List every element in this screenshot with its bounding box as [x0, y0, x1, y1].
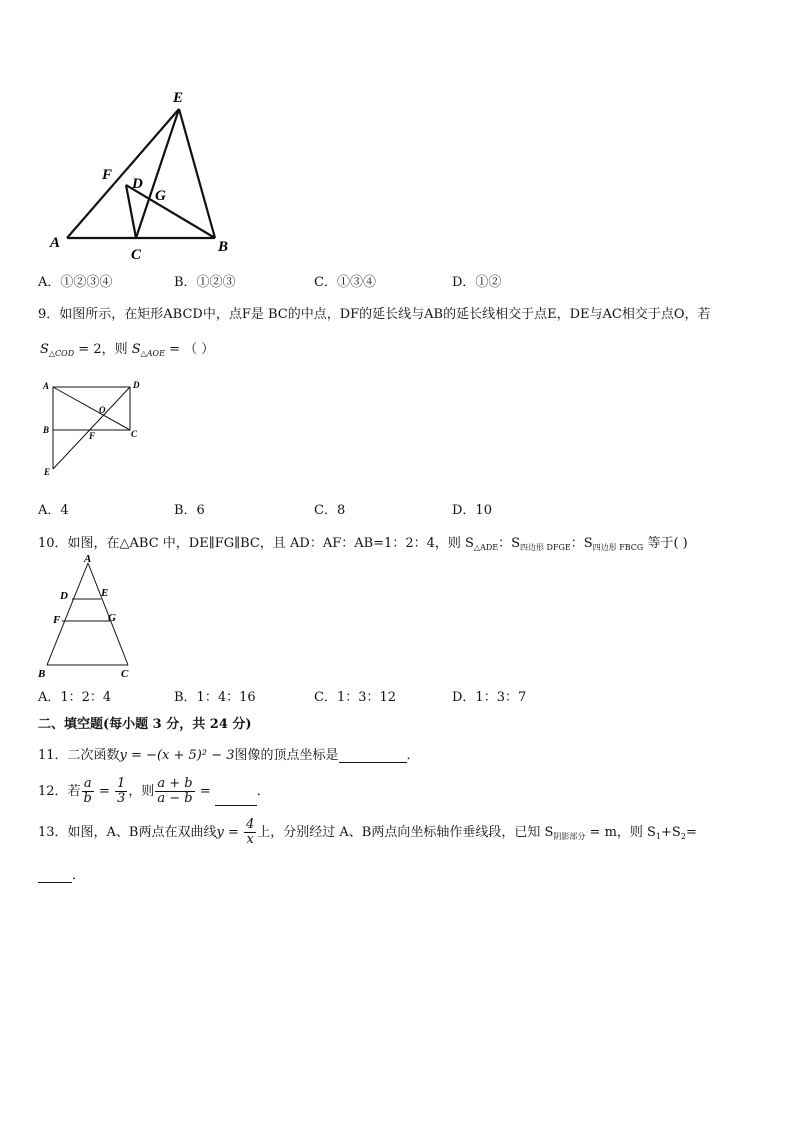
q9-option-a: A．4	[38, 503, 69, 518]
q12-answer-blank[interactable]	[215, 791, 257, 806]
q13-text: 13．如图，A、B两点在双曲线y = $\frac{4}{x}$ 上，分别经过 A、B两点向坐标轴作垂线段，已知 $S_{阴影部分} = m$，则 $S_1+S_2=$	[38, 817, 697, 847]
q13-answer-blank[interactable]	[38, 868, 72, 883]
fraction-4-over-x: $\frac{4}{x}$	[246, 817, 255, 847]
label-B: B	[38, 668, 46, 680]
fraction-sum-over-difference: $\frac{a + b}{a - b}$	[157, 776, 193, 806]
q10-option-d: D．1：3：7	[452, 690, 527, 705]
q8-option-b: B．①②③	[174, 275, 236, 290]
label-A: A	[43, 381, 50, 391]
q10-option-b: B．1：4：16	[174, 690, 256, 705]
label-C: C	[121, 668, 129, 680]
q11-answer-blank[interactable]	[339, 748, 407, 763]
section-heading: 二、填空题(每小题 3 分，共 24 分)	[38, 717, 252, 732]
label-G: G	[155, 188, 166, 204]
label-E: E	[101, 587, 109, 599]
q8-option-d: D．①②	[452, 275, 502, 290]
label-E: E	[173, 90, 184, 106]
label-F: F	[89, 431, 96, 441]
q9-option-b: B．6	[174, 503, 205, 518]
label-D: D	[132, 176, 143, 192]
q8-option-a: A．①②③④	[38, 275, 113, 290]
segment-FC	[126, 185, 136, 238]
segment-DE	[53, 387, 130, 469]
fraction-1-over-3: $\frac{1}{3}$	[117, 776, 126, 806]
label-F: F	[53, 614, 61, 626]
q10-text: 10．如图，在△ABC 中，DE∥FG∥BC，且 AD：AF：AB=1：2：4，则 $S_{\triangle ADE}$：$S_{四边形 DFGE}$：$S_{四边形 FBCG}$ 等于( )	[38, 536, 688, 552]
label-D: D	[133, 380, 140, 390]
label-C: C	[131, 247, 142, 263]
q8-figure	[40, 85, 240, 265]
q8-option-c: C．①③④	[314, 275, 376, 290]
q9-text: 9．如图所示，在矩形ABCD中，点F是 BC的中点，DF的延长线与AB的延长线相交于点E，DE与AC相交于点O，若	[38, 307, 711, 322]
label-F: F	[102, 167, 113, 183]
q9-option-d: D．10	[452, 503, 492, 518]
label-A: A	[84, 553, 92, 565]
q13-answer-line: ．	[38, 864, 85, 883]
q9-figure	[38, 378, 148, 478]
label-A: A	[50, 235, 61, 251]
diagonal-AC	[53, 387, 130, 430]
segment-EC	[136, 109, 179, 238]
q9-option-c: C．8	[314, 503, 346, 518]
label-B: B	[43, 425, 50, 435]
label-B: B	[218, 239, 229, 255]
label-C: C	[131, 429, 138, 439]
segment-AE	[67, 109, 179, 238]
q10-figure	[36, 553, 136, 681]
q9-condition: $S_{\triangle COD} = 2$，则 $S_{\triangle AOE}$ = （ ）	[40, 342, 215, 358]
q12-text: 12．若 $\frac{a}{b}$ = $\frac{1}{3}$ ，则 $\frac{a + b}{a - b}$ = ．	[38, 776, 270, 806]
q10-option-c: C．1：3：12	[314, 690, 397, 705]
label-G: G	[108, 612, 116, 624]
label-O: O	[99, 405, 106, 415]
q11-text: 11．二次函数y = −(x + 5)² − 3图像的顶点坐标是 ．	[38, 748, 420, 763]
label-D: D	[60, 590, 68, 602]
q10-option-a: A．1：2：4	[38, 690, 112, 705]
label-E: E	[44, 467, 51, 477]
fraction-a-over-b: $\frac{a}{b}$	[83, 776, 92, 806]
